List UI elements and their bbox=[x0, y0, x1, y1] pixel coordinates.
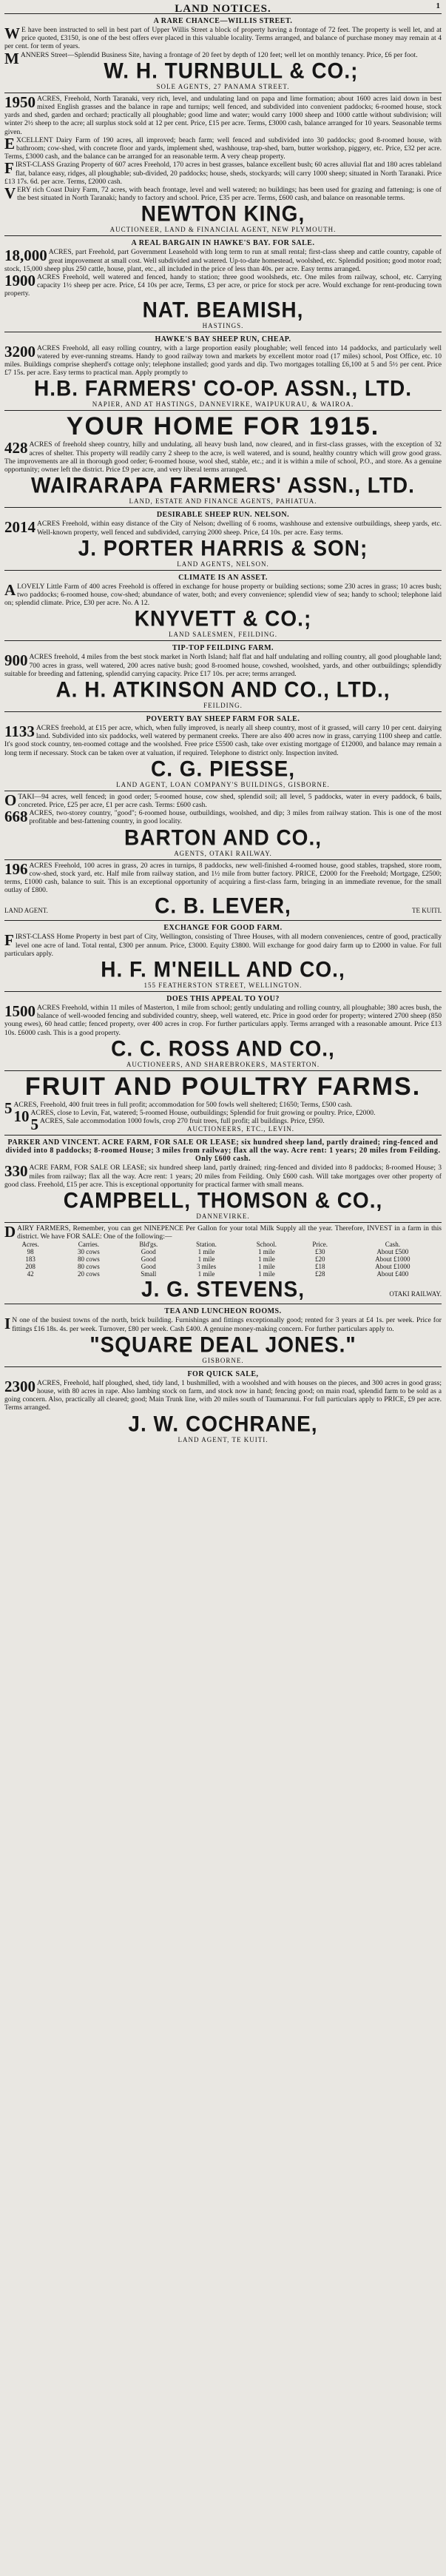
paragraph-text: E have been instructed to sell in best part of Upper Willis Street a block of property having a frontage of 72 feet. The property is well let, and at price quoted, £3150, is one of the best offers ever placed in this valuable locality. Terms arranged, and balance of purchase money may remain at 4 per cent. for term of years. bbox=[4, 26, 442, 51]
agent-address: LAND AGENTS, NELSON. bbox=[177, 560, 269, 568]
drop-cap: I bbox=[4, 1315, 11, 1333]
table-header-cell: Carries. bbox=[78, 1241, 100, 1249]
table-cell: 20 cows bbox=[78, 1270, 100, 1278]
advertisement bbox=[4, 920, 442, 991]
table-cell: 42 bbox=[27, 1270, 34, 1278]
agent-name: W. H. TURNBULL & CO.; bbox=[104, 58, 359, 83]
drop-cap: 2300 bbox=[4, 1377, 36, 1395]
table-row bbox=[4, 1263, 442, 1270]
ad-title: DOES THIS APPEAL TO YOU? bbox=[166, 994, 280, 1003]
table-row bbox=[4, 1255, 442, 1263]
advertisement bbox=[4, 1070, 442, 1136]
agent-name: H. F. M'NEILL AND CO., bbox=[101, 957, 345, 982]
ad-paragraph bbox=[4, 49, 442, 67]
agent-name: NEWTON KING, bbox=[141, 201, 305, 227]
advertisement bbox=[4, 93, 442, 236]
ad-paragraph bbox=[4, 653, 442, 678]
table-cell: Good bbox=[141, 1255, 156, 1264]
table-cell: About £1000 bbox=[375, 1255, 410, 1264]
table-cell: £18 bbox=[314, 1263, 325, 1271]
advertisement bbox=[4, 570, 442, 641]
advertisement bbox=[4, 711, 442, 791]
drop-cap: 10 bbox=[13, 1107, 30, 1125]
ad-paragraph bbox=[4, 859, 442, 895]
page-number: 1 bbox=[436, 1, 440, 10]
agent-address: LAND AGENT, LOAN COMPANY'S BUILDINGS, GISBORNE. bbox=[116, 780, 330, 788]
table-cell: 1 mile bbox=[258, 1270, 275, 1278]
table-cell: Small bbox=[141, 1270, 157, 1278]
drop-cap: 428 bbox=[4, 439, 28, 457]
ad-paragraph bbox=[4, 1379, 442, 1412]
advertisement bbox=[4, 791, 442, 859]
agent-name: H.B. FARMERS' CO-OP. ASSN., LTD. bbox=[33, 376, 413, 401]
drop-cap: 2014 bbox=[4, 518, 36, 537]
drop-cap: O bbox=[4, 791, 17, 809]
paragraph-text: ACRES, Sale accommodation 1000 fowls, crop 270 fruit trees, full profit; all buildings. Price, £950. bbox=[40, 1117, 325, 1126]
paragraph-text: N one of the busiest towns of the north, brick building. Furnishings and fittings exceptionally good; rented for 3 years at £4 1s. per week. Price for fittings £16 18s. 4s. per week. Turnover, £80 per week. Cash £400. A genuine money-making concern. For further particulars apply to. bbox=[12, 1316, 442, 1333]
ad-title: TEA AND LUNCHEON ROOMS. bbox=[164, 1307, 282, 1316]
ad-paragraph bbox=[4, 520, 442, 536]
table-cell: 1 mile bbox=[258, 1248, 275, 1256]
agent-name: "SQUARE DEAL JONES." bbox=[89, 1332, 357, 1357]
paragraph-text: ACRES, part Freehold, part Government Leasehold with long term to run at small rental; first-class sheep and cattle country, capable of great improvement at small cost. Well subdivided and watered. Up-to-date homestead, woolshed, etc. Splendid position; good motor road; stock, 15,000 sheep plus 250 cattle, house, plant, etc., all included in the price of less than 40s. per acre. Easy terms arranged. bbox=[4, 248, 442, 273]
agent-address: AUCTIONEERS, ETC., LEVIN. bbox=[187, 1125, 294, 1133]
drop-cap: M bbox=[4, 49, 19, 67]
agent-address: GISBORNE. bbox=[202, 1356, 244, 1364]
paragraph-text: ACRES, close to Levin, Fat, watered; 5-roomed House, outbuildings; Splendid for fruit growing or poultry. Price, £2000. bbox=[30, 1108, 376, 1117]
advertisement bbox=[4, 1135, 442, 1222]
agent-address: AGENTS, OTAKI RAILWAY. bbox=[174, 849, 272, 857]
ad-title: FOR QUICK SALE, bbox=[187, 1369, 259, 1378]
advertisement bbox=[4, 235, 442, 331]
agent-address: 155 FEATHERSTON STREET, WELLINGTON. bbox=[143, 981, 303, 989]
ad-paragraph bbox=[4, 186, 442, 202]
table-cell: 80 cows bbox=[78, 1263, 100, 1271]
table-cell: About £1000 bbox=[375, 1263, 410, 1271]
table-cell: About £400 bbox=[376, 1270, 409, 1278]
drop-cap: A bbox=[4, 580, 16, 599]
advertisement bbox=[4, 859, 442, 921]
agent-address: NAPIER, AND AT HASTINGS, DANNEVIRKE, WAIPUKURAU, & WAIROA. bbox=[92, 400, 354, 409]
paragraph-text: ACRE FARM, FOR SALE OR LEASE; six hundred sheep land, partly drained; ring-fenced and divided into 8 paddocks; 8-roomed House; 3 miles from railway; flax all the way. Acre rent: 1 years; 20 miles from Feilding. Only £600 cash. Will take mortgages over other property of good class. Freehold, £15 per acre. This is exceptional opportunity for practical farmer with small means. bbox=[4, 1164, 442, 1189]
agent-right: TE KUITI. bbox=[412, 907, 442, 915]
drop-cap: V bbox=[4, 184, 16, 203]
agent-details: AUCTIONEER, LAND & FINANCIAL AGENT, NEW PLYMOUTH. bbox=[109, 226, 337, 234]
advertisement bbox=[4, 1366, 442, 1446]
ad-title: HAWKE'S BAY SHEEP RUN, CHEAP. bbox=[155, 335, 291, 343]
ad-title: CLIMATE IS AN ASSET. bbox=[178, 573, 268, 582]
ad-paragraph bbox=[4, 161, 442, 186]
table-header-cell: Bld'gs. bbox=[139, 1241, 158, 1249]
farm-list-table bbox=[4, 1241, 442, 1278]
ad-paragraph bbox=[4, 1004, 442, 1037]
paragraph-text: ACRES Freehold, 100 acres in grass, 20 acres in turnips, 8 paddocks, new well-finished 4-roomed house, good stables, trapshed, store room, cow-shed, stock yard, etc. Half mile from railway station, and 1½ mile from butter factory. PRICE, £2000 for the Freehold; Mortgage, £2500; terms, £1000 cash, balance to suit. This is an exceptional opportunity of acquiring a first-class farm, bringing in an immediate revenue, for the small outlay of £800. bbox=[4, 861, 442, 895]
table-cell: 98 bbox=[27, 1248, 34, 1256]
table-cell: £20 bbox=[314, 1255, 325, 1264]
table-cell: About £500 bbox=[376, 1248, 409, 1256]
ad-paragraph bbox=[4, 248, 442, 273]
advertisement bbox=[4, 1304, 442, 1366]
table-cell: 183 bbox=[25, 1255, 36, 1264]
paragraph-text: ACRES Freehold, well watered and fenced, handy to station; three good woolsheds, etc. One miles from railway, school, etc. Carrying capacity 1½ sheep per acre. Price, £4 10s per acre, Terms, £3 per acre, or price for stock per acre. Would exchange for rent-producing town property. bbox=[4, 273, 442, 298]
ad-title: A RARE CHANCE—WILLIS STREET. bbox=[153, 17, 293, 25]
agent-name: C. G. PIESSE, bbox=[150, 756, 296, 781]
paragraph-text: ACRES freehold, at £15 per acre, which, when fully improved, is nearly all sheep country, most of it grassed, will carry 10 per cent. dairying land. Subdivided into six paddocks, well watered by permanent creeks. There are also 400 acres now in grass, carrying 1100 sheep and cattle. It's good stock country, ten-roomed cottage and the woolshed. Free price £5500 cash, take over existing mortgage of £12000, and balance may remain a long term if necessary. Stock can be taken over at valuation, if required. Telephone to district only. Inspection invited. bbox=[4, 723, 442, 757]
agent-name: BARTON AND CO., bbox=[124, 825, 322, 850]
agent-address: FEILDING. bbox=[203, 701, 243, 709]
drop-cap: 5 bbox=[30, 1116, 38, 1134]
agent-left: LAND AGENT. bbox=[4, 907, 48, 915]
ad-paragraph bbox=[4, 580, 442, 608]
paragraph-text: ACRES freehold, 4 miles from the best stock market in North Island; half flat and half undulating and rolling country, all good ploughable land; 700 acres in grass, well watered, 200 acres native bush; good 8-roomed house, cowshed, woolshed, yards, and other outbuildings; splendidly suitable for breeding and fattening, splendid carrying capacity. Price £17 10s. per acre; terms arranged. bbox=[4, 653, 442, 678]
agent-address: LAND SALESMEN, FEILDING. bbox=[169, 631, 277, 639]
agent-address: AUCTIONEERS, AND SHAREBROKERS, MASTERTON. bbox=[126, 1060, 320, 1068]
agent-name: C. C. ROSS AND CO., bbox=[111, 1036, 335, 1061]
drop-cap: F bbox=[4, 931, 14, 950]
advertisements bbox=[4, 13, 442, 1446]
table-cell: 1 mile bbox=[197, 1248, 215, 1256]
table-header-cell: Acres. bbox=[21, 1241, 39, 1249]
paragraph-text: ACRES, Freehold, 400 fruit trees in full profit; accommodation for 500 fowls well sheltered; £1650; Terms, £500 cash. bbox=[13, 1100, 353, 1109]
table-cell: Good bbox=[141, 1263, 156, 1271]
paragraph-text: LOVELY Little Farm of 400 acres Freehold is offered in exchange for house property or building sections; some 230 acres in grass; 10 acres bush; two paddocks; 6-roomed house, cow-shed; abundance of water, both; and every convenience; splendid view of sea; handy to school; telephone laid on; splendid climate. Price, £30 per acre. No. A 12. bbox=[4, 582, 442, 608]
table-cell: 1 mile bbox=[197, 1270, 215, 1278]
ad-paragraph bbox=[4, 933, 442, 958]
ad-paragraph bbox=[4, 440, 442, 474]
table-header-cell: Station. bbox=[196, 1241, 217, 1249]
ad-paragraph bbox=[4, 1224, 442, 1241]
ad-paragraph bbox=[4, 136, 442, 161]
drop-cap: 900 bbox=[4, 651, 28, 670]
paragraph-text: IRST-CLASS Home Property in best part of City, Wellington, consisting of Three Houses, with all modern conveniences, centre of good, practically level one acre of land. Total rental, £300 per annum. Price, £3000. Equity £3800. Will exchange for good dairy farm up to £2000 in value. For full particulars apply. bbox=[4, 933, 442, 958]
agent-line bbox=[4, 1278, 442, 1301]
ad-paragraph bbox=[4, 26, 442, 51]
agent-name: J. W. COCHRANE, bbox=[128, 1411, 318, 1436]
ad-paragraph bbox=[4, 793, 442, 809]
table-header-cell: Price. bbox=[312, 1241, 328, 1249]
table-cell: 1 mile bbox=[258, 1255, 275, 1264]
agent-name: CAMPBELL, THOMSON & CO., bbox=[63, 1188, 383, 1212]
table-header-cell: School. bbox=[256, 1241, 277, 1249]
drop-cap: E bbox=[4, 134, 16, 152]
table-cell: 1 mile bbox=[197, 1255, 215, 1264]
ad-title: PARKER AND VINCENT. ACRE FARM, FOR SALE OR LEASE; six hundred sheep land, partly drained; ring-fenced and divided into 8 paddocks; 8-roomed House; 3 miles from railway; flax all the way. Acre rent: 1 years; 20 miles from Feilding. Only £600 cash. bbox=[5, 1138, 441, 1164]
paragraph-text: ACRES Freehold, within 11 miles of Masterton, 1 mile from school; gently undulating and rolling country, all ploughable; 380 acres bush, the balance of well-wooded fencing and subdivided country, sheep, well watered, etc. Price in good order for property; wintered 2700 sheep (850 young ewes), 60 head cattle; fenced property, over 400 acres in crop. For further particulars apply. Terms arranged with a reasonable amount. Price £13 10s. £6000 cash. This is a good property. bbox=[4, 1003, 442, 1037]
agent-address: LAND AGENT, TE KUITI. bbox=[178, 1435, 268, 1443]
agent-name: WAIRARAPA FARMERS' ASSN., LTD. bbox=[31, 473, 415, 498]
table-header-cell: Cash. bbox=[385, 1241, 400, 1249]
agent-address: HASTINGS. bbox=[202, 321, 244, 329]
ad-paragraph bbox=[4, 1316, 442, 1332]
drop-cap: F bbox=[4, 159, 14, 178]
paragraph-text: XCELLENT Dairy Farm of 190 acres, all improved; beach farm; well fenced and subdivided into 30 paddocks; good 8-roomed house, with bathroom; cow-shed, with concrete floor and yards, implement shed, washhouse, trap-shed, barn, butter workshop, piggery, etc. Price, £32 per acre. Terms, £3000 cash, and the balance can be arranged for an reasonable term. A very cheap property. bbox=[4, 135, 442, 161]
paragraph-text: ACRES, Freehold, North Taranaki, very rich, level, and undulating land on papa and lime formation; about 1600 acres laid down in best mixed English grasses and the balance in rape and turnips; well fenced, and subdivided into convenient paddocks; 6-roomed house, stock yards and shed, garden and orchard; practically all ploughable; good lime and water; would carry 1000 sheep and 1000 cattle without subdivision; will winter 2½ sheep to the acre; all surplus stock sold at 12 per cent. Price, £15 per acre. Terms, £3000 cash, balance arranged for 10 years. Seasonable terms given. bbox=[4, 94, 442, 136]
section-heading: LAND NOTICES. bbox=[175, 3, 271, 15]
ad-paragraph bbox=[4, 344, 442, 378]
paragraph-text: ACRES, two-storey country, "good"; 6-roomed house, outbuildings, woolshed, and dip; 3 miles from railway station. This is one of the most profitable and best-fattening country, in good locality. bbox=[29, 809, 442, 826]
ad-title: POVERTY BAY SHEEP FARM FOR SALE. bbox=[146, 714, 300, 723]
paragraph-text: IRST-CLASS Grazing Property of 607 acres Freehold, 170 acres in best grasses, balance excellent bush; 60 acres alluvial flat and 180 acres tableland flat, balance easy, ridges, all ploughable; sub-divided, 20 paddocks; house, sheds, stockyards; will carry 1000 sheep; situated in North Taranaki. Price £13 17s. 6d. per acre. Terms, £2000 cash. bbox=[4, 161, 442, 186]
agent-address: LAND, ESTATE AND FINANCE AGENTS, PAHIATUA. bbox=[129, 497, 317, 506]
drop-cap: 668 bbox=[4, 808, 28, 826]
drop-cap: 18,000 bbox=[4, 246, 47, 265]
drop-cap: D bbox=[4, 1223, 16, 1241]
drop-cap: 1900 bbox=[4, 272, 36, 290]
advertisement bbox=[4, 991, 442, 1070]
drop-cap: 3200 bbox=[4, 342, 36, 360]
advertisement bbox=[4, 13, 442, 93]
ad-title: EXCHANGE FOR GOOD FARM. bbox=[163, 924, 283, 933]
drop-cap: 330 bbox=[4, 1162, 28, 1181]
ad-paragraph bbox=[4, 1164, 442, 1189]
drop-cap: 1500 bbox=[4, 1002, 36, 1020]
paragraph-text: ACRES, Freehold, half ploughed, shed, tidy land, 1 bushmilled, with a woolshed and with houses on the pieces, and 300 acres in good grass; house, with 80 acres in rape. Also lambing stock on farm, and stock now in hand; fencing good; on main road, splendid farm to be sold as a going concern. Also, practically all cleared; good; Main Trunk line, with 20 miles south of Taumarunui. For full particulars apply to PRICE, £9 per acre. Terms arranged. bbox=[4, 1378, 442, 1412]
ad-title: DESIRABLE SHEEP RUN. NELSON. bbox=[156, 511, 290, 520]
advertisement bbox=[4, 1222, 442, 1304]
paragraph-text: ACRES Freehold, all easy rolling country, with a large proportion easily ploughable; well fenced into 14 paddocks, and particularly well watered by ever-running streams. Handy to good railway town and markets by excellent motor road (17 miles) school, Post Office, etc. 10 miles. Buildings comprise shepherd's cottage only; telephone installed; good yards and dip. Two mortgages totalling £6,100 at 5 and 5½ per cent. Price £7 15s. per acre. Easy terms to practical man. Apply promptly to bbox=[4, 343, 442, 378]
ad-title: A REAL BARGAIN IN HAWKE'S BAY. FOR SALE. bbox=[131, 239, 315, 248]
table-cell: 3 miles bbox=[196, 1263, 217, 1271]
ad-title: TIP-TOP FEILDING FARM. bbox=[172, 644, 274, 653]
agent-name: J. G. STEVENS, bbox=[141, 1277, 305, 1302]
agent-name: J. PORTER HARRIS & SON; bbox=[78, 535, 368, 560]
table-cell: 30 cows bbox=[78, 1248, 100, 1256]
ad-paragraph bbox=[4, 809, 442, 825]
agent-right: OTAKI RAILWAY. bbox=[389, 1290, 442, 1298]
paragraph-text: TAKI—94 acres, well fenced; in good order; 5-roomed house, cow shed, splendid soil; all level, 5 paddocks, water in every paddock, 6 bails, concreted. Price, £25 per acre, £1 per acre cash. Terms: £600 cash. bbox=[18, 792, 442, 809]
advertisement bbox=[4, 640, 442, 711]
table-cell: Good bbox=[141, 1248, 156, 1256]
drop-cap: 5 bbox=[4, 1099, 13, 1117]
paragraph-text: AIRY FARMERS, Remember, you can get NINEPENCE Per Gallon for your total Milk Supply all the year. Therefore, INVEST in a farm in this district. We have FOR SALE: One of the following:— bbox=[17, 1224, 442, 1241]
paragraph-text: ACRES Freehold, within easy distance of the City of Nelson; dwelling of 6 rooms, washhouse and extensive outbuildings, sheep yards, etc. Well-known property, well fenced and subdivided, carrying 2000 sheep. Price, £4 10s. per acre. Easy terms. bbox=[37, 520, 442, 537]
agent-name: NAT. BEAMISH, bbox=[142, 297, 304, 322]
table-cell: 208 bbox=[25, 1263, 36, 1271]
ad-paragraph bbox=[4, 273, 442, 298]
advertisement bbox=[4, 410, 442, 507]
agent-address: SOLE AGENTS, 27 PANAMA STREET. bbox=[156, 82, 290, 90]
agent-name: C. B. LEVER, bbox=[155, 893, 291, 919]
paragraph-text: ERY rich Coast Dairy Farm, 72 acres, with beach frontage, level and well watered; no buildings; has been used for grazing and fattening; is one of the best situated in North Taranaki; handy to factory and school. Price, £35 per acre. Terms, £600 cash, and balance on reasonable terms. bbox=[17, 186, 442, 203]
ad-paragraph bbox=[4, 724, 442, 757]
advertisement bbox=[4, 507, 442, 569]
agent-line bbox=[4, 894, 442, 918]
drop-cap: W bbox=[4, 24, 20, 42]
paragraph-text: ACRES of freehold sheep country, hilly and undulating, all heavy bush land, now cleared, and in first-class grasses, with the exception of 32 acres of shelter. This property will readily carry 2 sheep to the acre, is well watered, and is sound, healthy country which will grow good grass. The improvements are all in thorough good order; 6-roomed house, wool shed, stable, etc.; and it is within a mile of school, P.O., and store. As a genuine opportunity; owner left the district. Price £9 per acre, and very liberal terms arranged. bbox=[4, 440, 442, 474]
table-cell: 80 cows bbox=[78, 1255, 100, 1264]
table-cell: £28 bbox=[314, 1270, 325, 1278]
table-header-row bbox=[4, 1241, 442, 1248]
agent-address: DANNEVIRKE. bbox=[196, 1212, 250, 1220]
table-row bbox=[4, 1248, 442, 1255]
drop-cap: 1133 bbox=[4, 722, 35, 740]
ad-banner: YOUR HOME FOR 1915. bbox=[66, 412, 380, 441]
drop-cap: 1950 bbox=[4, 93, 36, 111]
ad-banner: FRUIT AND POULTRY FARMS. bbox=[24, 1072, 422, 1101]
drop-cap: 196 bbox=[4, 859, 28, 878]
paragraph-text: ANNERS Street—Splendid Business Site, having a frontage of 20 feet by depth of 120 feet; well let on monthly tenancy. Price, £6 per foot. bbox=[20, 50, 418, 59]
table-cell: 1 mile bbox=[258, 1263, 275, 1271]
agent-name: A. H. ATKINSON AND CO., LTD., bbox=[55, 677, 391, 702]
advertisement bbox=[4, 332, 442, 411]
ad-paragraph bbox=[4, 95, 442, 136]
table-cell: £30 bbox=[314, 1248, 325, 1256]
agent-name: KNYVETT & CO.; bbox=[134, 606, 312, 631]
